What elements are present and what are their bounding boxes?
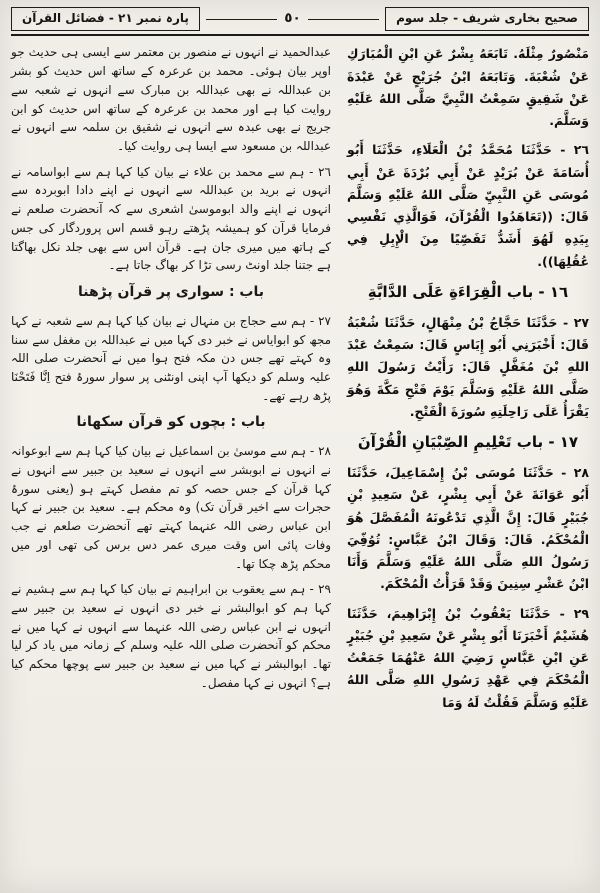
urdu-hadith-26: ٢٦ - ہم سے محمد بن علاء نے بیان کیا کہا ہم سے ابواسامہ نے انہوں نے برید بن عبداللہ سے انہوں نے اپنے دادا ابوبردہ سے انہوں نے اپنے والد ابوموسیٰ اشعری سے کہ آنحضرت صلعم نے فرمایا قرآن کو ہمیشہ پڑھتے رہو قسم اس پروردگار کی جس کے ہاتھ میں میری جان ہے۔ قرآن اس سے بھی جلد نکل بھاگتا ہے جتنا جلد اونٹ رسی تڑا کر بھاگ جاتا ہے۔	[11, 164, 331, 273]
page-header	[11, 7, 589, 31]
page-content	[11, 43, 589, 721]
urdu-column	[11, 43, 331, 699]
header-rule-right	[308, 19, 379, 20]
arabic-hadith-29: ٢٩ - حَدَّثَنَا يَعْقُوبُ بْنُ إِبْرَاهِيمَ، حَدَّثَنَا هُشَيْمٌ أَخْبَرَنَا أَبُو بِشْرٍ عَنْ سَعِيدِ بْنِ جُبَيْرٍ عَنِ ابْنِ عَبَّاسٍ رَضِيَ اللهُ عَنْهُمَا جَمَعْتُ الْمُحْكَمَ فِي عَهْدِ رَسُولِ اللهِ صَلَّى اللهُ عَلَيْهِ وَسَلَّمَ فَقُلْتُ لَهُ وَمَا	[347, 605, 589, 710]
header-center	[200, 7, 385, 31]
arabic-hadith-26: ٢٦ - حَدَّثَنَا مُحَمَّدُ بْنُ الْعَلَاءِ، حَدَّثَنَا أَبُو أُسَامَةَ عَنْ بُرَيْدٍ عَنْ أَبِي بُرْدَةَ عَنْ أَبِي مُوسَى عَنِ النَّبِيِّ صَلَّى اللهُ عَلَيْهِ وَسَلَّمَ قَالَ: ((تَعَاهَدُوا الْقُرْآنَ، فَوَالَّذِي نَفْسِي بِيَدِهِ لَهُوَ أَشَدُّ تَفَصِّيًا مِنَ الْإِبِلِ فِي عُقُلِهَا)).	[347, 142, 589, 269]
urdu-paragraph-continuation: عبدالحمید نے انہوں نے منصور بن معتمر سے ایسی ہی حدیث جو اوپر بیان ہوئی۔ محمد بن عرعرہ کے ساتھ اس حدیث کو بشر بن عبداللہ نے بھی عبداللہ بن مبارک سے انہوں نے شعبہ سے روایت کیا ہے اور محمد بن عرعرہ کے ساتھ اس حدیث کو ابن جریج نے بھی عبدہ سے انہوں نے شقیق بن سلمہ سے انہوں نے عبداللہ بن مسعود سے ایسا ہی روایت کیا۔	[11, 45, 331, 153]
header-divider	[11, 34, 589, 36]
arabic-hadith-27: ٢٧ - حَدَّثَنَا حَجَّاجُ بْنُ مِنْهَالٍ، حَدَّثَنَا شُعْبَةُ قَالَ: أَخْبَرَنِي أَبُو إِيَاسٍ قَالَ: سَمِعْتُ عَبْدَ اللهِ بْنَ مُغَفَّلٍ قَالَ: رَأَيْتُ رَسُولَ اللهِ صَلَّى اللهُ عَلَيْهِ وَسَلَّمَ يَوْمَ فَتْحِ مَكَّةَ وَهُوَ يَقْرَأُ عَلَى رَاحِلَتِهِ سُورَةَ الْفَتْحِ.	[347, 314, 589, 419]
arabic-chapter-heading-17: ١٧ - باب تَعْلِيمِ الصِّبْيَانِ الْقُرْآنَ	[357, 433, 579, 452]
header-section-title: پارہ نمبر ٢١ - فضائل القرآن	[11, 7, 200, 31]
header-book-title: صحیح بخاری شریف - جلد سوم	[385, 7, 589, 31]
arabic-paragraph-continuation: مَنْصُورٌ مِثْلَهُ. تَابَعَهُ بِشْرٌ عَنِ ابْنِ الْمُبَارَكِ عَنْ شُعْبَةَ. وَتَابَعَهُ ابْنُ جُرَيْجٍ عَنْ عَبْدَةَ عَنْ شَقِيقٍ سَمِعْتُ النَّبِيَّ صَلَّى اللهُ عَلَيْهِ وَسَلَّمَ.	[347, 46, 589, 129]
urdu-hadith-27: ٢٧ - ہم سے حجاج بن منہال نے بیان کیا کہا ہم سے شعبہ نے کہا مجھ کو ابوایاس نے خبر دی کہا میں نے عبداللہ بن مغفل سے سنا وہ کہتے تھے جس دن مکہ فتح ہوا میں نے آنحضرت صلی اللہ علیہ وسلم کو دیکھا آپ اپنی اونٹنی پر سوار سورۂ فتح اِنَّا فَتَحْنَا پڑھ رہے تھے۔	[11, 313, 331, 403]
arabic-column	[347, 43, 589, 721]
page-number: ٥٠	[284, 10, 301, 27]
arabic-chapter-heading-16: ١٦ - باب الْقِرَاءَةِ عَلَى الدَّابَّةِ	[367, 282, 569, 301]
header-rule-left	[206, 19, 277, 20]
urdu-hadith-29: ٢٩ - ہم سے یعقوب بن ابراہیم نے بیان کیا کہا ہم سے ہشیم نے کہا ہم کو ابوالبشر نے خبر دی انہوں نے سعید بن جبیر سے انہوں نے ابن عباس رضی اللہ عنہما سے انہوں نے کہا میں نے محکم کو آنحضرت صلی اللہ علیہ وسلم کے زمانہ میں یاد کر لیا تھا۔ ابوالبشر نے کہا میں نے سعید بن جبیر سے پوچھا محکم کیا ہے؟ انہوں نے کہا مفصل۔	[11, 582, 331, 690]
arabic-hadith-28: ٢٨ - حَدَّثَنَا مُوسَى بْنُ إِسْمَاعِيلَ، حَدَّثَنَا أَبُو عَوَانَةَ عَنْ أَبِي بِشْرٍ، عَنْ سَعِيدِ بْنِ جُبَيْرٍ قَالَ: إِنَّ الَّذِي تَدْعُونَهُ الْمُفَصَّلَ هُوَ الْمُحْكَمُ. قَالَ: وَقَالَ ابْنُ عَبَّاسٍ: تُوُفِّيَ رَسُولُ اللهِ صَلَّى اللهُ عَلَيْهِ وَسَلَّمَ وَأَنَا ابْنُ عَشْرِ سِنِينَ وَقَدْ قَرَأْتُ الْمُحْكَمَ.	[347, 465, 589, 592]
urdu-chapter-heading-riding: باب : سواری پر قرآن پڑھنا	[77, 284, 265, 301]
urdu-hadith-28: ٢٨ - ہم سے موسیٰ بن اسماعیل نے بیان کیا کہا ہم سے ابوعوانہ نے انہوں نے ابوبشر سے انہوں نے سعید بن جبیر سے انہوں نے کہا قرآن کے جس حصہ کو تم مفصل کہتے ہو (یعنی سورۂ حجرات سے اخیر قرآن تک) وہ محکم ہے۔ سعید بن جبیر نے کہا ابن عباس رضی اللہ عنہما کہتے تھے آنحضرت صلعم نے جب وفات پائی اس وقت میری عمر دس برس کی تھی اور میں محکم پڑھ چکا تھا۔	[11, 444, 331, 571]
urdu-chapter-heading-teaching-children: باب : بچوں کو قرآن سکھانا	[76, 414, 266, 431]
